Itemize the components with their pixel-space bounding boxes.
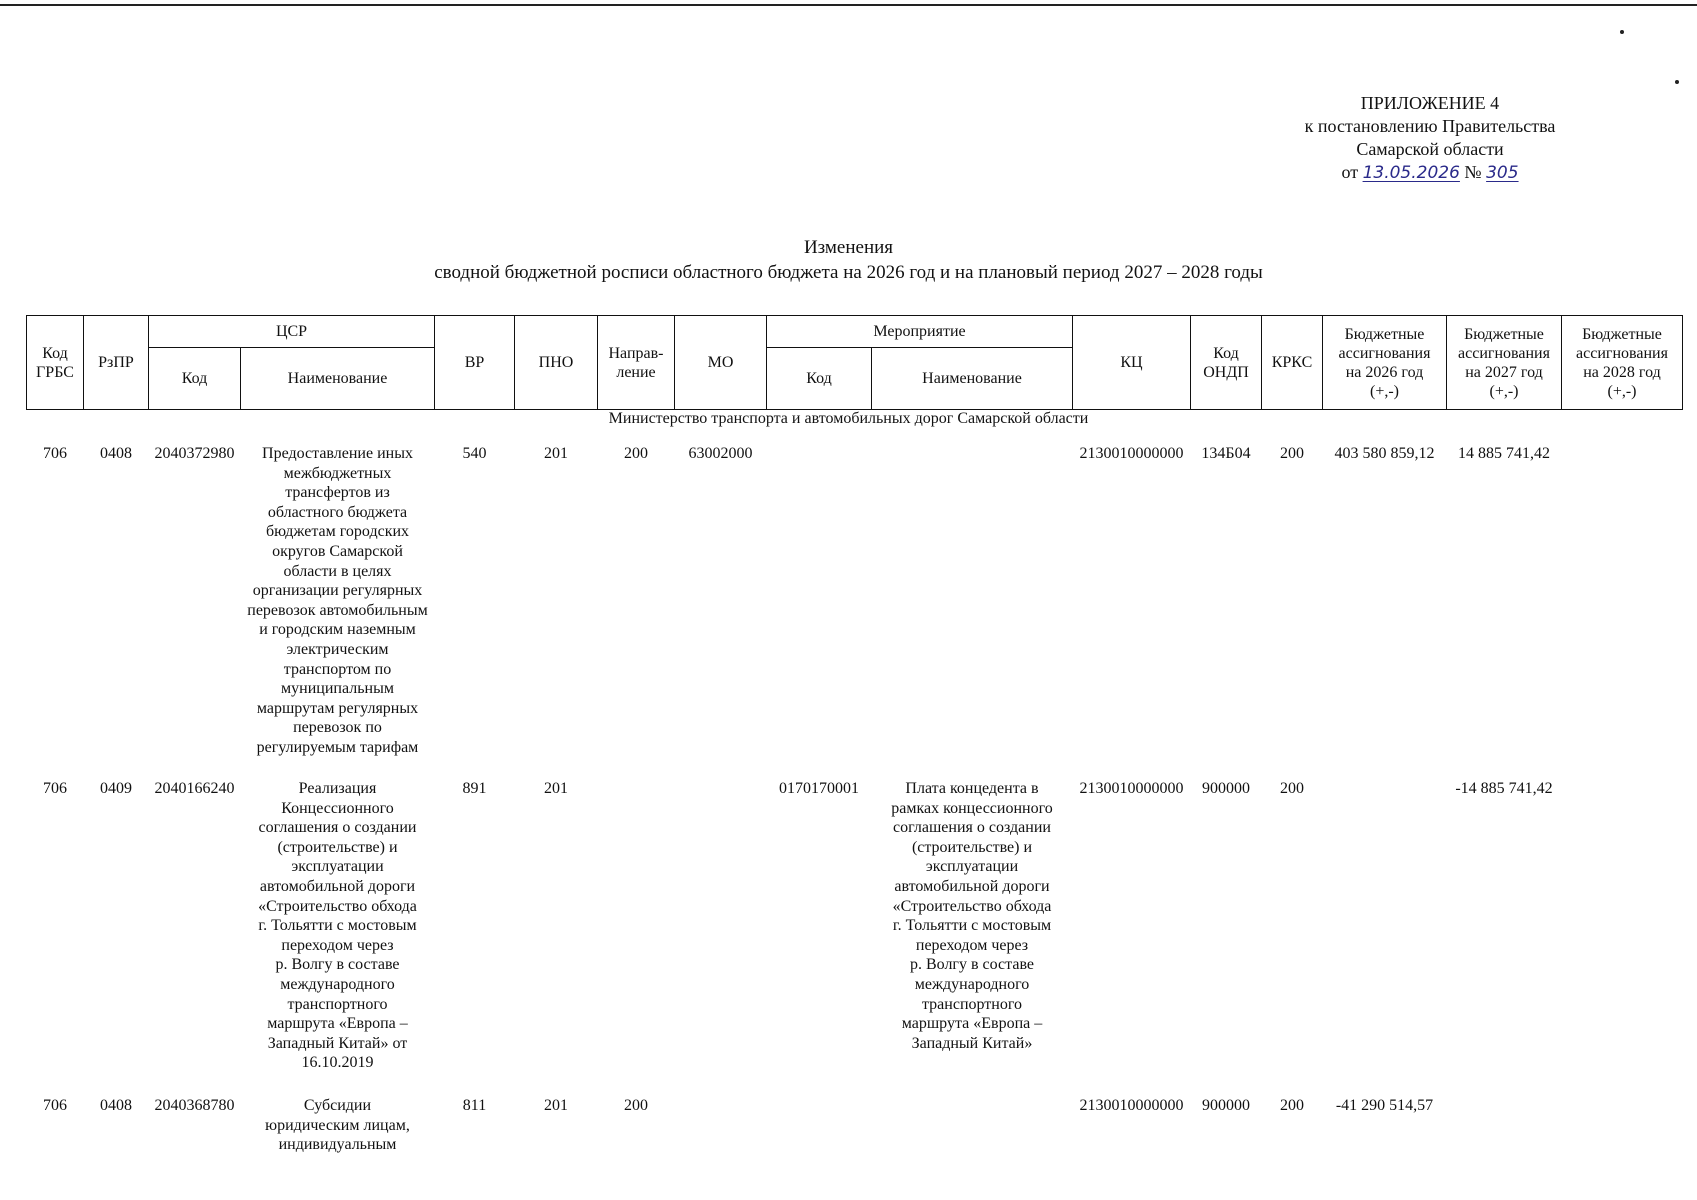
cell-pno: 201 (544, 445, 568, 462)
cell-csr-name: Предоставление иных межбюджетных трансфертов из областного бюджета бюджетам городских округов Самарской области в целях организации регулярных перевозок автомобильным и городским наземным электрическим транспортом по муниципальным маршрутам регулярных перевозок по регулируемым тарифам (247, 445, 428, 756)
header-event-code: Код (766, 347, 872, 410)
header-pno: ПНО (514, 315, 598, 410)
header-vr: ВР (434, 315, 515, 410)
document-title-line-2: сводной бюджетной росписи областного бюджета на 2026 год и на плановый период 2027 – 2028 годы (434, 262, 1263, 283)
header-kc: КЦ (1072, 315, 1191, 410)
cell-krks: 200 (1280, 780, 1304, 797)
document-title-line-1: Изменения (803, 237, 894, 258)
cell-csr-code: 2040368780 (154, 1097, 235, 1114)
cell-budget-2027: -14 885 741,42 (1455, 780, 1553, 797)
cell-direction: 200 (624, 1097, 648, 1114)
header-budget-2026: Бюджетные ассигнования на 2026 год (+,-) (1322, 315, 1447, 410)
cell-csr-code: 2040166240 (154, 780, 235, 797)
appendix-date-line (1280, 161, 1580, 185)
cell-grbs: 706 (43, 780, 67, 797)
header-grbs: Код ГРБС (26, 315, 84, 410)
ministry-heading: Министерство транспорта и автомобильных дорог Самарской области (608, 410, 1089, 427)
cell-ondp: 900000 (1202, 780, 1250, 797)
cell-csr-name: Реализация Концессионного соглашения о создании (строительстве) и эксплуатации автомобильной дороги «Строительство обхода г. Тольятти с мостовым переходом через р. Волгу в составе международного транспортного маршрута «Европа – Западный Китай» от 16.10.2019 (258, 780, 417, 1072)
cell-krks: 200 (1280, 445, 1304, 462)
header-csr-code: Код (148, 347, 241, 410)
number-prefix: № (1464, 162, 1482, 182)
cell-grbs: 706 (43, 445, 67, 462)
cell-csr-code: 2040372980 (154, 445, 235, 462)
cell-budget-2026: 403 580 859,12 (1334, 445, 1435, 462)
header-event-name: Наименование (871, 347, 1073, 410)
header-rzpr: РзПР (83, 315, 149, 410)
header-krks: КРКС (1261, 315, 1323, 410)
appendix-resolution-line: к постановлению Правительства (1304, 116, 1556, 136)
cell-event-name: Плата концедента в рамках концессионного соглашения о создании (строительстве) и эксплуатации автомобильной дороги «Строительство обхода г. Тольятти с мостовым переходом через р. Волгу в составе международного транспортного маршрута «Европа – Западный Китай» (891, 780, 1053, 1052)
cell-csr-name: Субсидии юридическим лицам, индивидуальным (265, 1097, 410, 1154)
cell-kc: 2130010000000 (1079, 780, 1184, 797)
handwritten-number: 305 (1486, 163, 1519, 183)
appendix-title: ПРИЛОЖЕНИЕ 4 (1360, 93, 1500, 113)
cell-direction: 200 (624, 445, 648, 462)
header-budget-2028: Бюджетные ассигнования на 2028 год (+,-) (1561, 315, 1683, 410)
cell-rzpr: 0408 (100, 445, 132, 462)
cell-budget-2027: 14 885 741,42 (1458, 445, 1550, 462)
appendix-block (1280, 92, 1580, 185)
header-budget-2027: Бюджетные ассигнования на 2027 год (+,-) (1446, 315, 1562, 410)
cell-rzpr: 0409 (100, 780, 132, 797)
appendix-region-line: Самарской области (1356, 139, 1504, 159)
cell-rzpr: 0408 (100, 1097, 132, 1114)
cell-budget-2026: -41 290 514,57 (1335, 1097, 1434, 1114)
header-event: Мероприятие (766, 315, 1073, 348)
header-ondp: Код ОНДП (1190, 315, 1262, 410)
cell-kc: 2130010000000 (1079, 445, 1184, 462)
cell-mo: 63002000 (688, 445, 753, 462)
handwritten-date: 13.05.2026 (1362, 163, 1460, 183)
header-direction: Направ-ление (597, 315, 675, 410)
header-csr-name: Наименование (240, 347, 435, 410)
cell-krks: 200 (1280, 1097, 1304, 1114)
date-prefix: от (1341, 162, 1359, 182)
cell-kc: 2130010000000 (1079, 1097, 1184, 1114)
scan-speck (1620, 30, 1624, 34)
document-title (0, 235, 1697, 285)
header-csr: ЦСР (148, 315, 435, 348)
cell-vr: 540 (462, 445, 487, 462)
cell-ondp: 900000 (1202, 1097, 1250, 1114)
cell-pno: 201 (544, 780, 568, 797)
cell-grbs: 706 (43, 1097, 67, 1114)
cell-event-code: 0170170001 (779, 780, 859, 797)
header-mo: МО (674, 315, 767, 410)
cell-pno: 201 (544, 1097, 568, 1114)
cell-vr: 891 (462, 780, 487, 797)
cell-ondp: 134Б04 (1201, 445, 1251, 462)
scan-speck (1675, 80, 1679, 84)
cell-vr: 811 (462, 1097, 487, 1114)
top-border-line (0, 4, 1697, 6)
